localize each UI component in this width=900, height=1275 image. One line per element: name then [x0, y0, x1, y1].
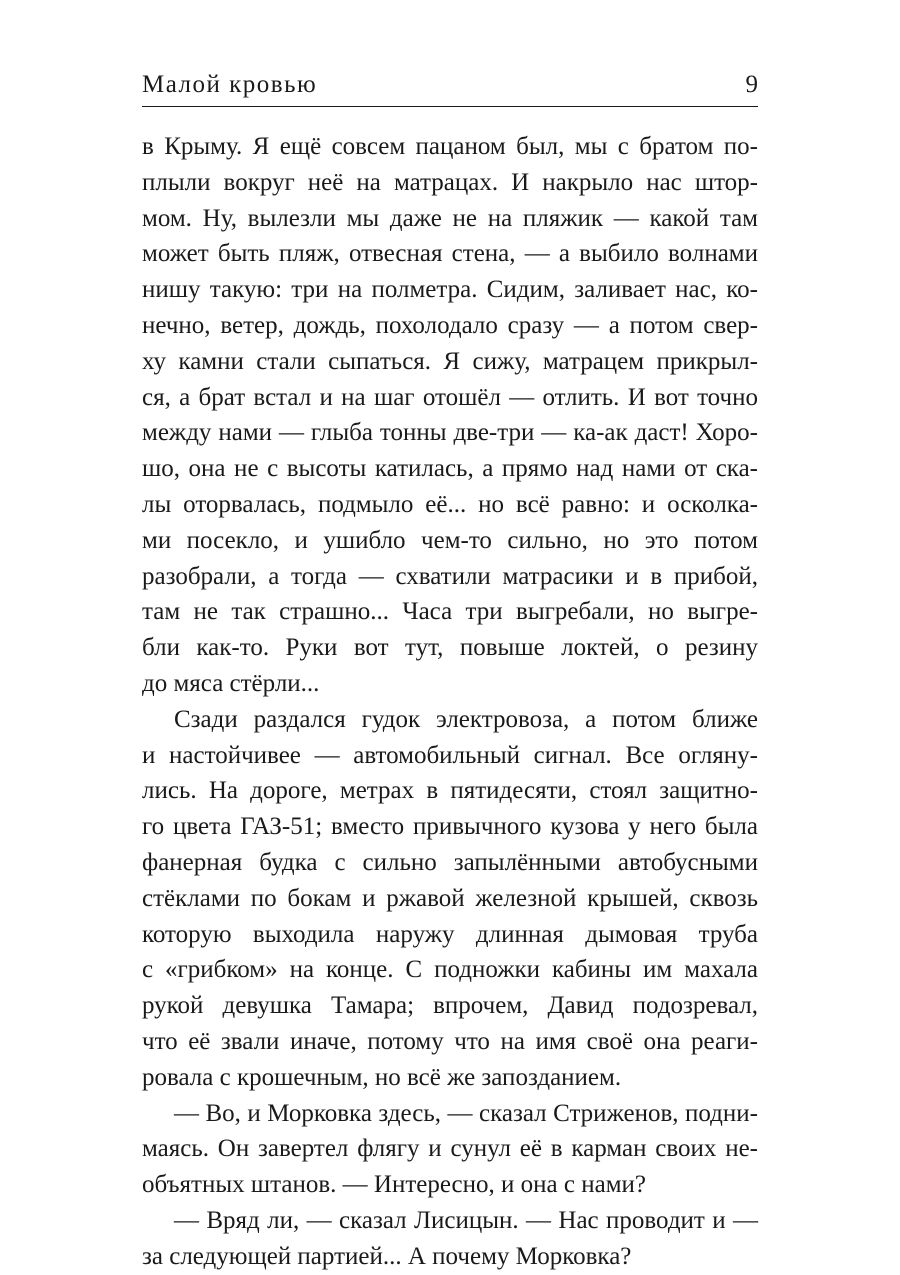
- text-line: нечно, ветер, дождь, похолодало сразу — а потом свер-: [142, 311, 758, 339]
- text-line: за следующей партией... А почему Морковка?: [142, 1242, 632, 1270]
- text-line: бли как-то. Руки вот тут, повыше локтей, о резину: [142, 634, 758, 662]
- body-text: [142, 129, 758, 1275]
- text-line: с «грибком» на конце. С подножки кабины им махала: [142, 956, 758, 984]
- text-line: нишу такую: три на полметра. Сидим, заливает нас, ко-: [142, 276, 758, 304]
- text-line: между нами — глыба тонны две-три — ка-ак даст! Хоро-: [142, 419, 758, 447]
- text-line: до мяса стёрли...: [142, 669, 320, 697]
- text-line: ровала с крошечным, но всё же запозданием.: [142, 1063, 622, 1091]
- text-line: рукой девушка Тамара; впрочем, Давид подозревал,: [142, 992, 758, 1020]
- text-line: разобрали, а тогда — схватили матрасики и в прибой,: [142, 562, 758, 590]
- text-line: лись. На дороге, метрах в пятидесяти, стоял защитно-: [142, 777, 758, 805]
- text-line: что её звали иначе, потому что на имя своё она реаги-: [142, 1027, 758, 1055]
- text-line: ми посекло, и ушибло чем-то сильно, но это потом: [142, 526, 758, 554]
- text-line: ху камни стали сыпаться. Я сижу, матрацем прикрыл-: [142, 347, 758, 375]
- text-line: — Во, и Морковка здесь, — сказал Стриженов, подни-: [174, 1099, 758, 1127]
- text-line: го цвета ГАЗ-51; вместо привычного кузова у него была: [142, 813, 758, 841]
- text-line: фанерная будка с сильно запылёнными автобусными: [142, 848, 758, 876]
- text-line: может быть пляж, отвесная стена, — а выбило волнами: [142, 240, 758, 268]
- text-line: стёклами по бокам и ржавой железной крышей, сквозь: [142, 884, 758, 912]
- text-line: в Крыму. Я ещё совсем пацаном был, мы с братом по-: [142, 133, 758, 160]
- text-line: шо, она не с высоты катилась, а прямо над нами от ска-: [142, 455, 758, 483]
- page-number: 9: [745, 71, 758, 98]
- text-line: лы оторвалась, подмыло её... но всё равно: и осколка-: [142, 490, 758, 518]
- text-line: мом. Ну, вылезли мы даже не на пляжик — какой там: [142, 204, 758, 232]
- text-line: ся, а брат встал и на шаг отошёл — отлить. И вот точно: [142, 383, 758, 411]
- text-line: там не так страшно... Часа три выгребали, но выгре-: [142, 598, 758, 626]
- text-line: Сзади раздался гудок электровоза, а потом ближе: [174, 705, 758, 733]
- text-line: — Вряд ли, — сказал Лисицын. — Нас проводит и —: [174, 1206, 758, 1234]
- running-title: Малой кровью: [142, 71, 318, 98]
- text-line: плыли вокруг неё на матрацах. И накрыло нас штор-: [142, 168, 758, 196]
- running-header: [142, 68, 758, 107]
- text-line: маясь. Он завертел флягу и сунул её в карман своих не-: [142, 1135, 758, 1163]
- text-line: которую выходила наружу длинная дымовая труба: [142, 920, 758, 948]
- text-line: объятных штанов. — Интересно, и она с нами?: [142, 1171, 647, 1199]
- text-line: и настойчивее — автомобильный сигнал. Все огляну-: [142, 741, 758, 769]
